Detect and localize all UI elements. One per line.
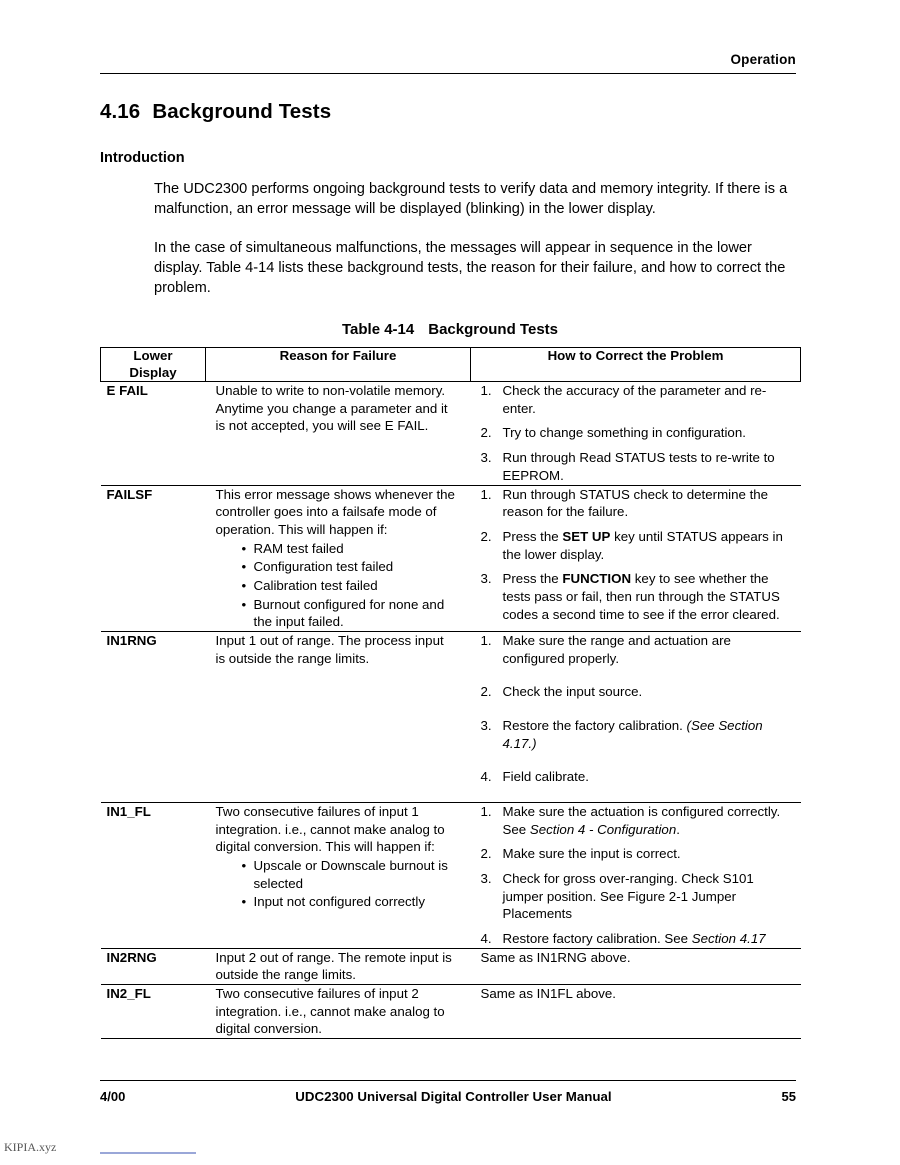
fix-item: Make sure the actuation is configured correctly. See Section 4 - Configuration. [502, 803, 781, 837]
reason-text: Two consecutive failures of input 1 integration. i.e., cannot make analog to digital conversion. This will happen if: [215, 803, 445, 855]
cell-fix [471, 382, 801, 485]
cell-lower-display: IN1_FL [101, 802, 206, 948]
column-header-reason: Reason for Failure [206, 347, 471, 381]
fix-item: Run through STATUS check to determine the reason for the failure. [502, 486, 769, 520]
fix-item: Field calibrate. [502, 769, 589, 785]
table-caption-label: Table 4-14 [341, 320, 415, 338]
table-row [101, 382, 801, 485]
reason-bullet: • Input not configured correctly [242, 893, 457, 911]
table-row [101, 802, 801, 948]
cell-lower-display: IN2_FL [101, 984, 206, 1038]
cell-reason: Two consecutive failures of input 2 integration. i.e., cannot make analog to digital conversion. [206, 984, 471, 1038]
fix-item: Make sure the input is correct. [502, 846, 681, 862]
table-caption-title: Background Tests [428, 320, 558, 338]
reason-text: Input 1 out of range. The process input is outside the range limits. [215, 632, 444, 666]
fix-item: Check the input source. [502, 684, 643, 700]
background-tests-table [100, 347, 801, 1039]
section-title-text: Background Tests [152, 100, 332, 123]
header-title: Operation [730, 52, 796, 67]
fix-item: Check the accuracy of the parameter and re-enter. [502, 383, 767, 416]
reason-text: This error message shows whenever the controller goes into a failsafe mode of operation. This will happen if: [215, 486, 455, 537]
fix-list [481, 382, 795, 484]
fix-item: Check for gross over-ranging. Check S101 jumper position. See Figure 2-1 Jumper Placements [502, 870, 754, 922]
footer-divider [100, 1080, 796, 1081]
footer-date: 4/00 [100, 1089, 126, 1104]
fix-item: Press the FUNCTION key to see whether the tests pass or fail, then run through the STATUS codes a second time to see if the error cleared. [502, 571, 780, 622]
reason-bullet: • RAM test failed [242, 540, 457, 558]
page-title [100, 100, 800, 124]
cell-reason [206, 802, 471, 948]
table-caption [100, 321, 800, 338]
cell-fix: Same as IN1RNG above. [471, 948, 801, 984]
fix-item: Run through Read STATUS tests to re-write to EEPROM. [502, 450, 775, 483]
cell-lower-display: IN2RNG [101, 948, 206, 984]
reason-bullet: • Burnout configured for none and the input failed. [242, 596, 457, 631]
cell-lower-display: IN1RNG [101, 631, 206, 802]
intro-paragraph-1: The UDC2300 performs ongoing background tests to verify data and memory integrity. If there is a malfunction, an error message will be displayed (blinking) in the lower display. [154, 181, 788, 217]
fix-item: Make sure the range and actuation are configured properly. [502, 632, 731, 666]
watermark-text: KIPIA.xyz [4, 1140, 57, 1154]
reason-bullet: • Configuration test failed [242, 558, 457, 576]
table-row [101, 485, 801, 631]
fix-list [481, 803, 795, 948]
fix-list [481, 486, 795, 624]
table-row [101, 984, 801, 1038]
cell-reason [206, 485, 471, 631]
cell-lower-display: E FAIL [101, 382, 206, 485]
fix-item: Press the SET UP key until STATUS appears in the lower display. [502, 528, 783, 562]
fix-item: Try to change something in configuration. [502, 425, 746, 441]
column-header-fix: How to Correct the Problem [471, 347, 801, 381]
cell-fix [471, 631, 801, 802]
cell-lower-display: FAILSF [101, 485, 206, 631]
cell-fix [471, 485, 801, 631]
header-divider [100, 73, 796, 74]
col-header-line1: Lower [133, 347, 173, 363]
col-header-line2: Display [129, 364, 177, 380]
footer-page-number: 55 [781, 1089, 796, 1104]
page-content [100, 100, 800, 1039]
introduction-heading: Introduction [100, 150, 185, 166]
reason-bullet-list [216, 540, 457, 631]
fix-item: Restore the factory calibration. (See Section 4.17.) [502, 717, 763, 751]
table-header-row [101, 347, 801, 381]
fix-item: Restore factory calibration. See Section 4.17 [502, 930, 766, 946]
cell-fix: Same as IN1FL above. [471, 984, 801, 1038]
footer-manual-title: UDC2300 Universal Digital Controller User Manual [295, 1089, 612, 1104]
fix-list [481, 632, 795, 786]
cell-reason: Input 2 out of range. The remote input is outside the range limits. [206, 948, 471, 984]
table-row [101, 631, 801, 802]
cell-reason [206, 631, 471, 802]
reason-bullet: • Calibration test failed [242, 577, 457, 595]
table-row [101, 948, 801, 984]
reason-bullet: • Upscale or Downscale burnout is selected [242, 857, 457, 892]
watermark-underline [100, 1152, 196, 1154]
cell-reason [206, 382, 471, 485]
reason-bullet-list [216, 857, 457, 911]
page-footer [100, 1080, 796, 1104]
reason-text: Unable to write to non-volatile memory. Anytime you change a parameter and it is not accepted, you will see E FAIL. [215, 383, 448, 434]
column-header-lower-display [101, 347, 206, 381]
cell-fix [471, 802, 801, 948]
page-header [100, 52, 796, 74]
intro-paragraph-2: In the case of simultaneous malfunctions, the messages will appear in sequence in the lower display. Table 4-14 lists these background tests, the reason for their failure, and how to correct the problem. [154, 239, 786, 296]
section-number: 4.16 [100, 100, 141, 123]
